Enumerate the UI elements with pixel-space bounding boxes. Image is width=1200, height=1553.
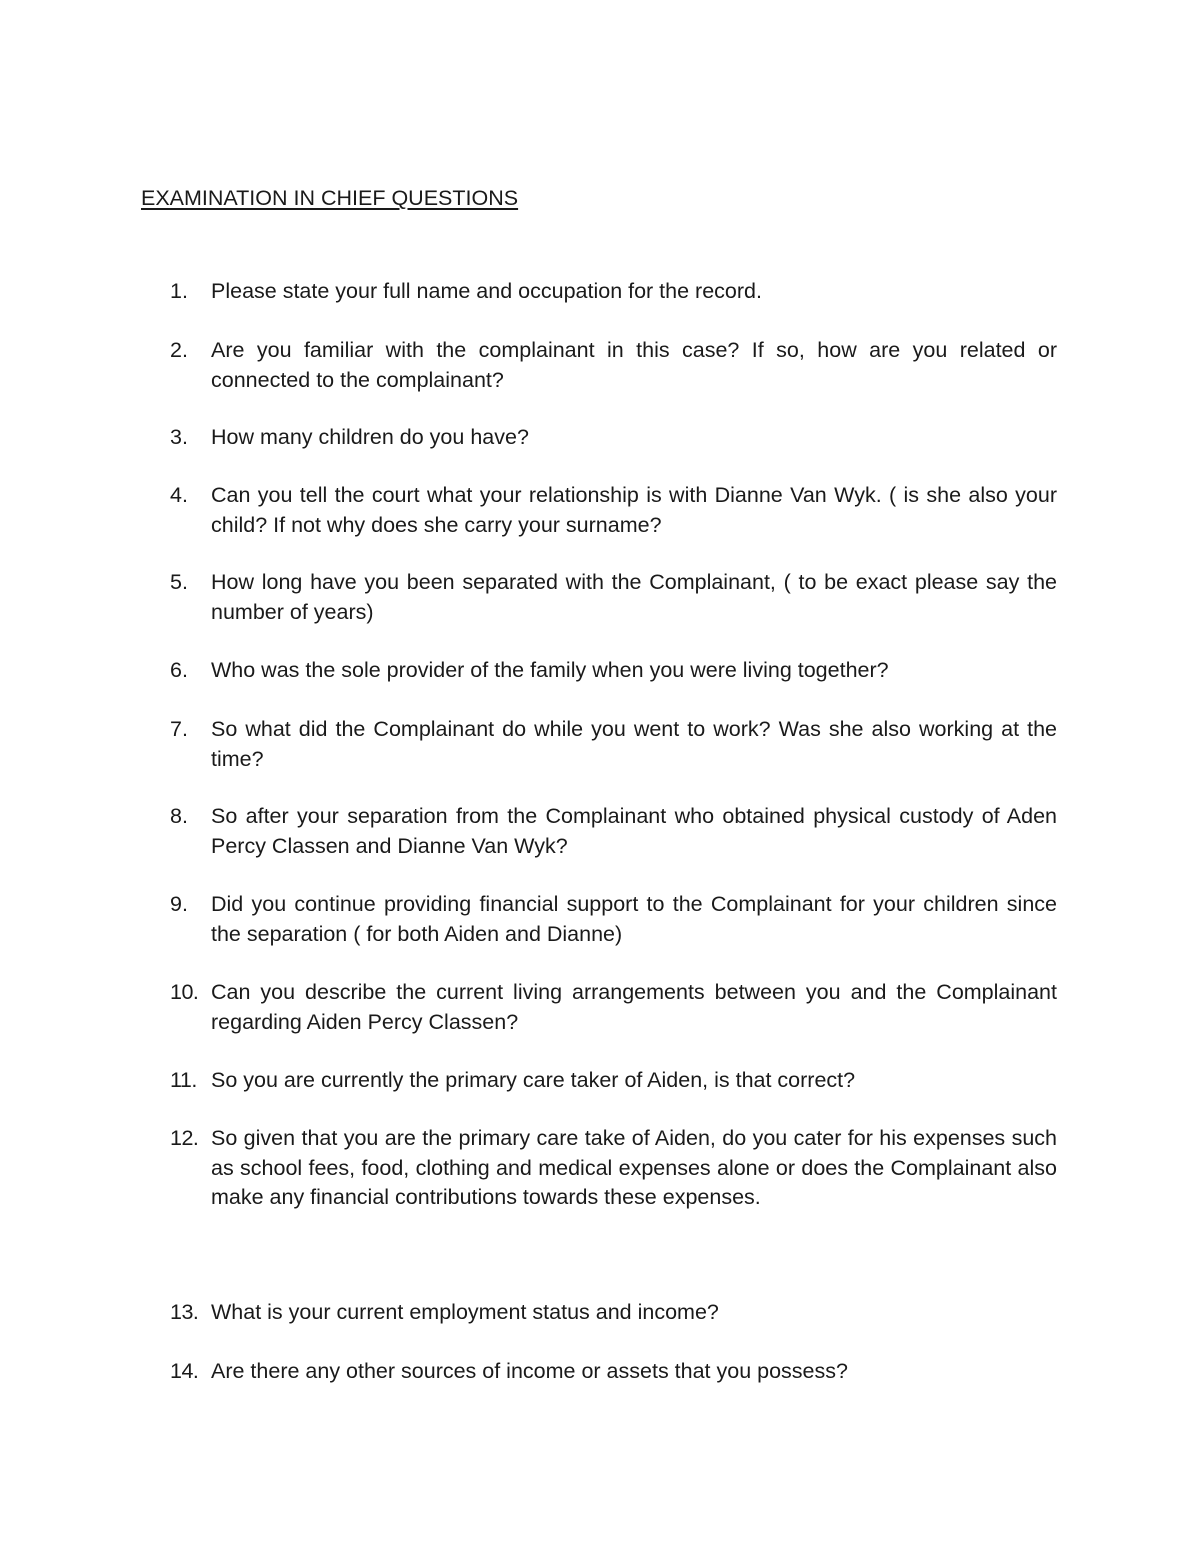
question-number: 5.: [170, 570, 188, 594]
question-item: [170, 423, 1057, 453]
document-title: EXAMINATION IN CHIEF QUESTIONS: [141, 186, 519, 210]
question-item: [170, 336, 1057, 395]
question-text: Did you continue providing financial support to the Complainant for your children since the separation ( for both Aiden and Dianne): [211, 892, 1057, 946]
question-text: So given that you are the primary care take of Aiden, do you cater for his expenses such as school fees, food, clothing and medical expenses alone or does the Complainant also make any financial contributions towards these expenses.: [211, 1126, 1057, 1209]
question-item: [170, 802, 1057, 861]
question-text: What is your current employment status and income?: [211, 1300, 719, 1324]
question-number: 4.: [170, 483, 188, 507]
question-number: 13.: [170, 1300, 199, 1324]
question-text: So what did the Complainant do while you went to work? Was she also working at the time?: [211, 717, 1057, 771]
question-number: 8.: [170, 804, 188, 828]
question-item: [170, 568, 1057, 627]
question-item: [170, 890, 1057, 949]
question-text: Please state your full name and occupation for the record.: [211, 279, 762, 303]
question-text: Can you tell the court what your relationship is with Dianne Van Wyk. ( is she also your child? If not why does she carry your surname?: [211, 483, 1057, 537]
question-item: [170, 277, 1057, 307]
question-text: So you are currently the primary care taker of Aiden, is that correct?: [211, 1068, 856, 1092]
question-item: [170, 1124, 1057, 1213]
question-number: 10.: [170, 980, 199, 1004]
question-number: 2.: [170, 338, 188, 362]
question-text: So after your separation from the Complainant who obtained physical custody of Aden Percy Classen and Dianne Van Wyk?: [211, 804, 1057, 858]
question-text: Who was the sole provider of the family when you were living together?: [211, 658, 889, 682]
question-item: [170, 715, 1057, 774]
question-item: [170, 656, 1057, 686]
question-text: How long have you been separated with the Complainant, ( to be exact please say the number of years): [211, 570, 1057, 624]
question-text: Can you describe the current living arrangements between you and the Complainant regarding Aiden Percy Classen?: [211, 980, 1057, 1034]
question-item: [170, 1066, 1057, 1096]
question-text: Are you familiar with the complainant in this case? If so, how are you related or connected to the complainant?: [211, 338, 1057, 392]
question-text: How many children do you have?: [211, 425, 529, 449]
question-item: [170, 1298, 1057, 1328]
question-number: 3.: [170, 425, 188, 449]
question-number: 12.: [170, 1126, 199, 1150]
question-number: 1.: [170, 279, 188, 303]
question-number: 7.: [170, 717, 188, 741]
question-number: 14.: [170, 1359, 199, 1383]
question-item: [170, 1357, 1057, 1387]
question-item: [170, 978, 1057, 1037]
question-number: 6.: [170, 658, 188, 682]
question-number: 11.: [170, 1068, 197, 1092]
question-number: 9.: [170, 892, 188, 916]
question-text: Are there any other sources of income or assets that you possess?: [211, 1359, 848, 1383]
question-item: [170, 481, 1057, 540]
